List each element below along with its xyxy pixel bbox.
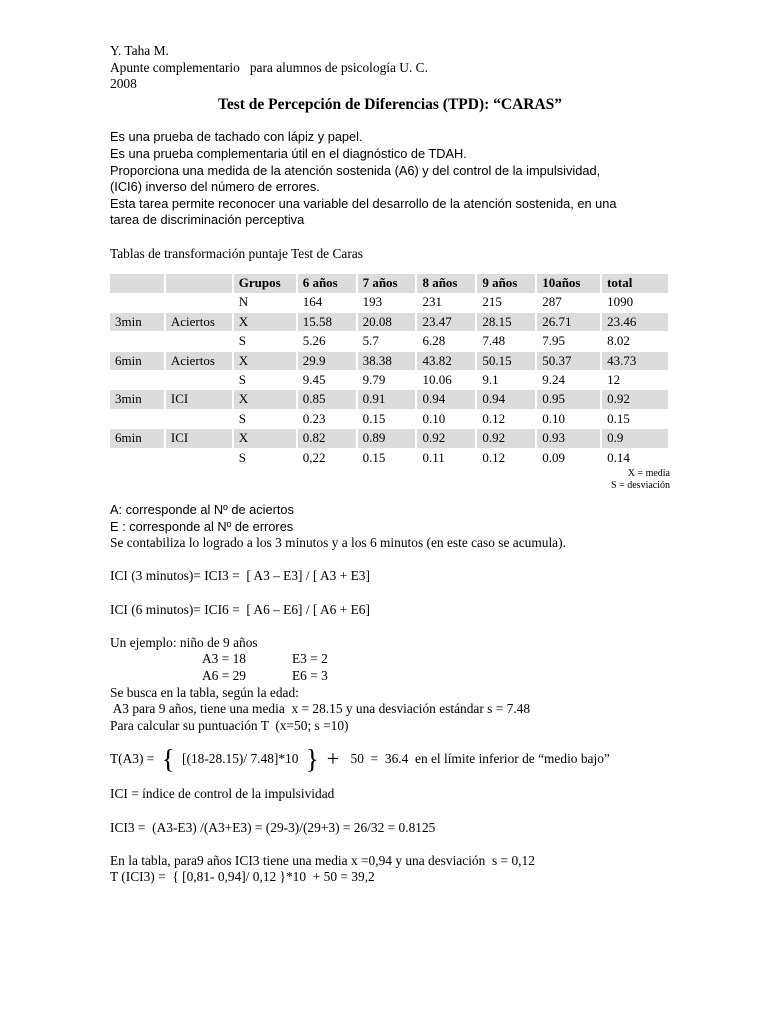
example-line: A3 para 9 años, tiene una media x = 28.15 y una desviación estándar s = 7.48 <box>110 701 531 717</box>
table-cell: 12 <box>601 371 669 390</box>
table-row <box>110 409 669 428</box>
table-cell: 164 <box>297 293 357 312</box>
table-cell <box>110 409 165 428</box>
table-cell: S <box>233 409 297 428</box>
table-cell <box>165 448 233 467</box>
table-caption: Tablas de transformación puntaje Test de Caras <box>110 245 363 261</box>
final-line: T (ICI3) = { [0,81- 0,94]/ 0,12 }*10 + 50 = 39,2 <box>110 869 375 885</box>
table-cell: S <box>233 371 297 390</box>
table-cell: 215 <box>476 293 536 312</box>
legend-desviacion: S = desviación <box>611 480 670 492</box>
final-line: En la tabla, para9 años ICI3 tiene una media x =0,94 y una desviación s = 0,12 <box>110 852 535 868</box>
example-e6: E6 = 3 <box>292 667 328 683</box>
table-cell: 5.7 <box>357 332 417 351</box>
table-cell: 29.9 <box>297 351 357 370</box>
year: 2008 <box>110 76 137 92</box>
table-header-cell: Grupos <box>233 274 297 293</box>
table-cell: 43.82 <box>416 351 476 370</box>
table-cell <box>110 332 165 351</box>
table-cell: 1090 <box>601 293 669 312</box>
table-legend <box>110 468 670 492</box>
plus-sign: + <box>326 746 340 772</box>
example-e3: E3 = 2 <box>292 651 328 667</box>
table-cell: 23.46 <box>601 312 669 331</box>
table-row <box>110 312 669 331</box>
table-header-row <box>110 274 669 293</box>
intro-line: tarea de discriminación perceptiva <box>110 212 305 228</box>
table-cell: Aciertos <box>165 312 233 331</box>
table-cell <box>165 332 233 351</box>
table-cell: 6.28 <box>416 332 476 351</box>
t-score-formula <box>110 744 670 774</box>
table-cell: 3min <box>110 390 165 409</box>
table-cell: 0.10 <box>416 409 476 428</box>
table-cell: 9.79 <box>357 371 417 390</box>
table-cell: 15.58 <box>297 312 357 331</box>
t-formula-inner: [(18-28.15)/ 7.48]*10 <box>178 751 302 767</box>
table-cell: 23.47 <box>416 312 476 331</box>
table-cell: Aciertos <box>165 351 233 370</box>
table-row <box>110 390 669 409</box>
table-cell: 0.91 <box>357 390 417 409</box>
table-cell: ICI <box>165 429 233 448</box>
table-cell <box>110 448 165 467</box>
table-cell: 7.48 <box>476 332 536 351</box>
table-cell: 0.12 <box>476 409 536 428</box>
table-cell: 0.15 <box>357 448 417 467</box>
table-cell: 6min <box>110 351 165 370</box>
table-cell: 43.73 <box>601 351 669 370</box>
table-cell: 0.09 <box>536 448 601 467</box>
table-cell: 0.12 <box>476 448 536 467</box>
table-cell: 193 <box>357 293 417 312</box>
table-cell: 50.15 <box>476 351 536 370</box>
table-cell: 0.9 <box>601 429 669 448</box>
intro-line: Es una prueba complementaria útil en el diagnóstico de TDAH. <box>110 145 467 161</box>
table-cell: 0.94 <box>416 390 476 409</box>
table-cell: 0.93 <box>536 429 601 448</box>
table-header-cell: 7 años <box>357 274 417 293</box>
table-row <box>110 332 669 351</box>
ici-definition: ICI = índice de control de la impulsividad <box>110 786 335 802</box>
table-cell: 0.14 <box>601 448 669 467</box>
table-cell: 3min <box>110 312 165 331</box>
table-cell: 287 <box>536 293 601 312</box>
table-cell: 0.23 <box>297 409 357 428</box>
table-row <box>110 371 669 390</box>
table-cell: 38.38 <box>357 351 417 370</box>
table-cell: 8.02 <box>601 332 669 351</box>
ici6-formula: ICI (6 minutos)= ICI6 = [ A6 – E6] / [ A6 + E6] <box>110 601 370 617</box>
example-a3: A3 = 18 <box>202 651 247 667</box>
intro-line: Proporciona una medida de la atención sostenida (A6) y del control de la impulsividad, <box>110 162 601 178</box>
table-cell: 20.08 <box>357 312 417 331</box>
table-header-cell <box>165 274 233 293</box>
t-formula-rest: 50 = 36.4 en el límite inferior de “medio bajo” <box>347 751 610 767</box>
document-page <box>110 43 670 886</box>
table-cell: 0,22 <box>297 448 357 467</box>
example-row <box>110 668 670 685</box>
table-cell: X <box>233 429 297 448</box>
table-cell: 0.92 <box>601 390 669 409</box>
table-header-cell: 8 años <box>416 274 476 293</box>
table-cell: 0.10 <box>536 409 601 428</box>
table-header-cell: 6 años <box>297 274 357 293</box>
table-cell: 50.37 <box>536 351 601 370</box>
example-intro: Un ejemplo: niño de 9 años <box>110 634 258 650</box>
table-cell: ICI <box>165 390 233 409</box>
table-cell: 26.71 <box>536 312 601 331</box>
table-cell: 9.45 <box>297 371 357 390</box>
table-cell: 0.95 <box>536 390 601 409</box>
intro-line: Esta tarea permite reconocer una variable del desarrollo de la atención sostenida, en una <box>110 195 617 211</box>
table-cell: 28.15 <box>476 312 536 331</box>
table-header-cell: 9 años <box>476 274 536 293</box>
table-cell: N <box>233 293 297 312</box>
ici3-formula: ICI (3 minutos)= ICI3 = [ A3 – E3] / [ A3 + E3] <box>110 568 370 584</box>
table-cell: 0.92 <box>476 429 536 448</box>
author: Y. Taha M. <box>110 43 169 58</box>
legend-media: X = media <box>627 468 670 480</box>
intro-paragraph <box>110 129 670 229</box>
close-brace: } <box>305 744 319 775</box>
table-cell: X <box>233 351 297 370</box>
page-title: Test de Percepción de Diferencias (TPD): “CARAS” <box>217 95 563 113</box>
table-cell: 231 <box>416 293 476 312</box>
example-line: Para calcular su puntuación T (x=50; s =10) <box>110 717 349 733</box>
table-cell: 0.15 <box>601 409 669 428</box>
definition-errores: E : corresponde al Nº de errores <box>110 518 294 534</box>
open-brace: { <box>161 744 175 775</box>
table-row <box>110 293 669 312</box>
accumulation-note: Se contabiliza lo logrado a los 3 minutos y a los 6 minutos (en este caso se acumula). <box>110 535 566 551</box>
table-header-cell <box>110 274 165 293</box>
table-cell: 9.1 <box>476 371 536 390</box>
table-header-cell: 10años <box>536 274 601 293</box>
example-row <box>110 651 670 668</box>
table-cell: 0.11 <box>416 448 476 467</box>
table-cell: 0.85 <box>297 390 357 409</box>
table-cell: 0.82 <box>297 429 357 448</box>
table-cell: 0.15 <box>357 409 417 428</box>
example-line: Se busca en la tabla, según la edad: <box>110 684 299 700</box>
table-cell: X <box>233 312 297 331</box>
table-cell <box>165 293 233 312</box>
table-cell: 10.06 <box>416 371 476 390</box>
example-a6: A6 = 29 <box>202 667 247 683</box>
table-cell: 6min <box>110 429 165 448</box>
table-cell: X <box>233 390 297 409</box>
table-cell <box>110 293 165 312</box>
table-cell: S <box>233 332 297 351</box>
ici3-calculation: ICI3 = (A3-E3) /(A3+E3) = (29-3)/(29+3) = 26/32 = 0.8125 <box>110 819 436 835</box>
intro-line: Es una prueba de tachado con lápiz y papel. <box>110 129 363 145</box>
table-cell: S <box>233 448 297 467</box>
table-row <box>110 351 669 370</box>
definition-aciertos: A: corresponde al Nº de aciertos <box>110 502 294 518</box>
table-cell: 0.92 <box>416 429 476 448</box>
t-formula-lhs: T(A3) = <box>110 751 158 767</box>
table-cell <box>165 371 233 390</box>
table-cell <box>110 371 165 390</box>
table-row <box>110 429 669 448</box>
intro-line: (ICI6) inverso del número de errores. <box>110 179 320 195</box>
table-cell <box>165 409 233 428</box>
table-header-cell: total <box>601 274 669 293</box>
table-cell: 0.94 <box>476 390 536 409</box>
table-row <box>110 448 669 467</box>
scores-table <box>110 274 670 468</box>
subtitle: Apunte complementario para alumnos de psicología U. C. <box>110 59 428 75</box>
table-cell: 0.89 <box>357 429 417 448</box>
table-cell: 5.26 <box>297 332 357 351</box>
table-cell: 9.24 <box>536 371 601 390</box>
table-cell: 7.95 <box>536 332 601 351</box>
